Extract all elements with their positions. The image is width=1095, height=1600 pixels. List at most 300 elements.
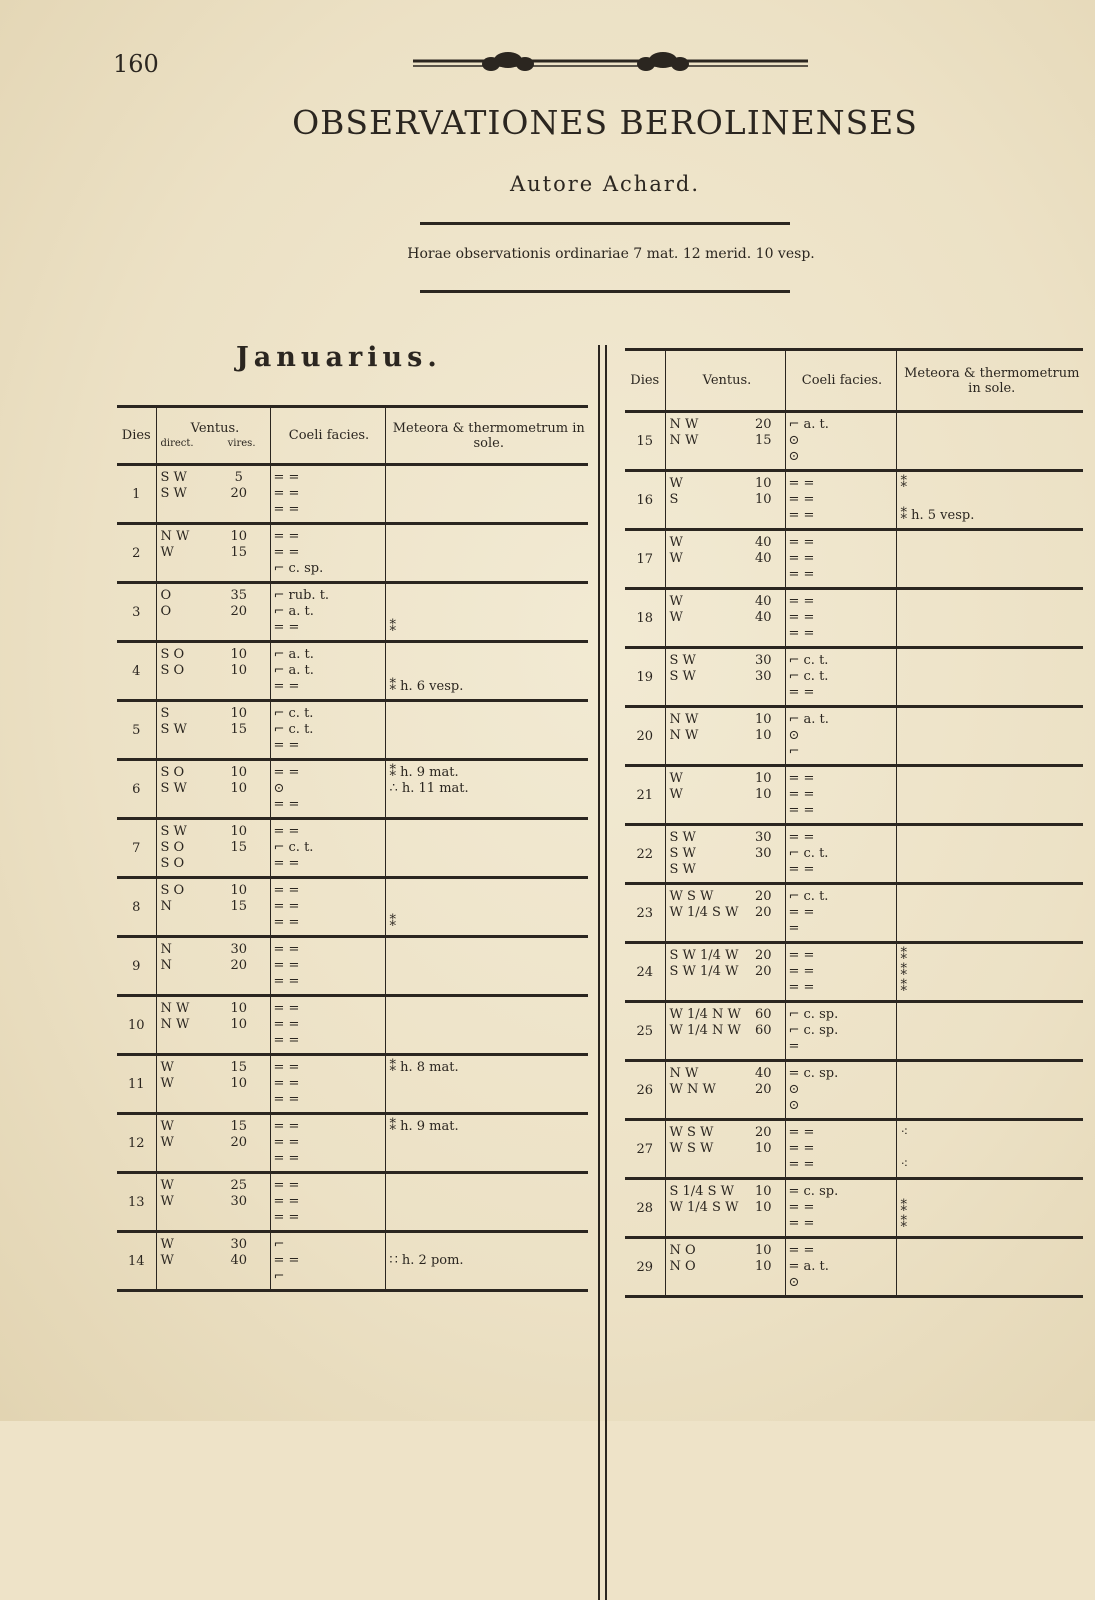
meteora-note	[390, 1017, 589, 1033]
wind-strength	[208, 561, 270, 577]
meteora-note	[901, 728, 1084, 744]
sky-condition: = c. sp.	[788, 1066, 839, 1081]
sky-condition: ⊙	[788, 728, 800, 743]
meteora-note	[390, 706, 589, 722]
wind-direction-cell	[665, 471, 742, 530]
wind-direction: S W	[160, 824, 187, 839]
meteora-note: ⁑ h. 5 vesp.	[900, 508, 975, 523]
wind-direction: N W	[160, 529, 190, 544]
meteora-note	[390, 663, 589, 679]
sky-condition: ⊙	[788, 449, 800, 464]
wind-direction: S O	[160, 840, 185, 855]
wind-direction: S	[669, 492, 679, 507]
sky-condition: ⌐ c. sp.	[788, 1007, 839, 1022]
wind-direction-cell	[665, 412, 742, 471]
sky-condition: = =	[273, 1210, 300, 1225]
meteora-note	[390, 824, 589, 840]
table-row	[625, 1002, 1083, 1061]
meteora-note-cell	[385, 996, 588, 1055]
table-row	[625, 1061, 1083, 1120]
day-number: 10	[127, 1017, 145, 1033]
meteora-note: ⁑	[900, 964, 907, 979]
wind-direction	[670, 803, 743, 819]
meteora-note	[390, 1210, 589, 1226]
wind-direction: N W	[669, 417, 699, 432]
meteora-note	[390, 1269, 589, 1285]
wind-direction: S W	[669, 653, 696, 668]
wind-strength: 10	[754, 492, 772, 507]
meteora-note	[901, 744, 1084, 760]
wind-direction	[161, 974, 209, 990]
meteora-note: ⁑	[389, 915, 396, 930]
meteora-note	[390, 797, 589, 813]
wind-strength	[208, 1151, 270, 1167]
meteora-note	[901, 685, 1084, 701]
wind-strength	[208, 797, 270, 813]
meteora-note	[390, 1151, 589, 1167]
meteora-note-cell	[385, 1173, 588, 1232]
meteora-note-cell	[385, 583, 588, 642]
day-number: 14	[127, 1253, 145, 1269]
wind-strength: 30	[754, 846, 772, 861]
meteora-note: ⁑	[900, 1216, 907, 1231]
wind-strength: 10	[230, 883, 248, 898]
wind-strength: 10	[230, 781, 248, 796]
sky-condition: = =	[788, 862, 815, 877]
wind-direction-cell	[665, 1120, 742, 1179]
wind-strength	[742, 1098, 785, 1114]
day-number: 11	[127, 1076, 145, 1092]
sky-condition-cell	[270, 937, 385, 996]
day-number: 2	[132, 545, 141, 561]
wind-strength	[208, 738, 270, 754]
sky-condition: = =	[788, 1216, 815, 1231]
wind-direction	[161, 797, 209, 813]
wind-strength	[742, 744, 785, 760]
wind-strength: 20	[754, 948, 772, 963]
wind-strength-cell	[742, 530, 785, 589]
sky-condition: = =	[273, 765, 300, 780]
wind-direction: W	[669, 610, 683, 625]
sky-condition: ⌐ c. t.	[273, 722, 314, 737]
sky-condition: = =	[788, 610, 815, 625]
sky-condition: = =	[273, 899, 300, 914]
table-row	[117, 819, 588, 878]
wind-direction: S W 1/4 W	[669, 948, 739, 963]
wind-direction	[670, 567, 743, 583]
meteora-note	[390, 529, 589, 545]
meteora-note	[901, 771, 1084, 787]
wind-direction-cell	[156, 465, 208, 524]
wind-strength: 10	[754, 712, 772, 727]
wind-direction	[670, 980, 743, 996]
day-number: 6	[132, 781, 141, 797]
sky-condition: = =	[788, 771, 815, 786]
wind-strength	[742, 803, 785, 819]
header-ventus	[156, 407, 270, 465]
wind-direction	[161, 620, 209, 636]
sky-condition: = =	[273, 620, 300, 635]
wind-strength: 10	[230, 1017, 248, 1032]
meteora-note: ∴ h. 11 mat.	[389, 781, 469, 796]
wind-direction	[161, 1092, 209, 1108]
wind-strength	[742, 685, 785, 701]
sky-condition: = =	[273, 1076, 300, 1091]
left-observation-table	[117, 405, 588, 1292]
wind-direction: W S W	[669, 1141, 714, 1156]
header-coeli-right: Coeli facies.	[785, 350, 896, 412]
day-number: 22	[636, 846, 654, 862]
table-row	[117, 1114, 588, 1173]
meteora-note: ⁑	[900, 980, 907, 995]
meteora-note	[390, 1092, 589, 1108]
wind-strength: 10	[754, 1200, 772, 1215]
header-coeli: Coeli facies.	[270, 407, 385, 465]
wind-direction: N W	[669, 728, 699, 743]
table-row	[117, 760, 588, 819]
table-row	[625, 1238, 1083, 1297]
day-number: 9	[132, 958, 141, 974]
wind-strength: 10	[754, 787, 772, 802]
header-ventus-label: Ventus.	[190, 420, 240, 436]
wind-direction: S O	[160, 765, 185, 780]
wind-direction: W	[669, 771, 683, 786]
wind-strength: 35	[230, 588, 248, 603]
meteora-note	[901, 535, 1084, 551]
wind-direction-cell	[156, 1173, 208, 1232]
meteora-note	[390, 1237, 589, 1253]
header-meteora-right: Meteora & thermometrum in sole.	[896, 350, 1083, 412]
wind-strength: 15	[230, 722, 248, 737]
wind-strength	[742, 626, 785, 642]
header-vires: vires.	[227, 437, 256, 449]
wind-strength-cell	[208, 760, 270, 819]
wind-strength: 10	[230, 824, 248, 839]
meteora-note	[901, 1259, 1084, 1275]
meteora-note: ⁑	[900, 1200, 907, 1215]
meteora-note	[901, 921, 1084, 937]
meteora-note-cell	[896, 648, 1083, 707]
wind-direction: S O	[160, 647, 185, 662]
wind-strength	[208, 1092, 270, 1108]
wind-direction: W 1/4 N W	[669, 1023, 741, 1038]
wind-direction: S W	[160, 722, 187, 737]
sky-condition: = =	[788, 551, 815, 566]
wind-direction: S O	[160, 663, 185, 678]
meteora-note-cell	[385, 1114, 588, 1173]
wind-strength-cell	[742, 1120, 785, 1179]
meteora-note-cell	[896, 471, 1083, 530]
sky-condition: = =	[273, 883, 300, 898]
wind-strength: 10	[230, 706, 248, 721]
sky-condition: = =	[788, 905, 815, 920]
table-row	[117, 1055, 588, 1114]
meteora-note-cell	[385, 1232, 588, 1291]
wind-direction-cell	[156, 1114, 208, 1173]
wind-strength: 40	[754, 551, 772, 566]
wind-direction	[161, 1033, 209, 1049]
wind-direction: S W 1/4 W	[669, 964, 739, 979]
sky-condition: ⊙	[788, 1275, 800, 1290]
wind-strength: 20	[754, 1125, 772, 1140]
sky-condition: ⌐ c. t.	[788, 889, 829, 904]
wind-direction: W	[669, 594, 683, 609]
wind-direction	[670, 685, 743, 701]
sky-condition: = =	[788, 830, 815, 845]
table-row	[117, 465, 588, 524]
meteora-note	[901, 1039, 1084, 1055]
wind-direction-cell	[665, 530, 742, 589]
page-number: 160	[113, 50, 159, 78]
wind-strength	[742, 980, 785, 996]
wind-direction-cell	[665, 648, 742, 707]
wind-direction: N O	[669, 1243, 696, 1258]
wind-strength	[208, 1033, 270, 1049]
rule-bottom	[420, 290, 790, 293]
meteora-note	[390, 722, 589, 738]
wind-strength-cell	[208, 642, 270, 701]
wind-direction: W S W	[669, 889, 714, 904]
wind-strength-cell	[742, 1179, 785, 1238]
wind-strength: 20	[754, 1082, 772, 1097]
wind-strength: 10	[230, 663, 248, 678]
sky-condition-cell	[270, 1055, 385, 1114]
meteora-note	[390, 958, 589, 974]
meteora-note: ⁑ h. 6 vesp.	[389, 679, 464, 694]
wind-direction	[670, 626, 743, 642]
wind-strength: 20	[230, 604, 248, 619]
meteora-note	[901, 1007, 1084, 1023]
wind-strength: 40	[754, 594, 772, 609]
meteora-note	[901, 433, 1084, 449]
table-row	[625, 943, 1083, 1002]
meteora-note	[901, 1275, 1084, 1291]
table-row	[117, 524, 588, 583]
wind-direction-cell	[156, 819, 208, 878]
meteora-note	[901, 1098, 1084, 1114]
wind-strength	[742, 921, 785, 937]
table-row	[625, 825, 1083, 884]
wind-direction: W 1/4 S W	[669, 1200, 739, 1215]
day-number: 15	[636, 433, 654, 449]
rule-top	[420, 222, 790, 225]
sky-condition: = =	[788, 535, 815, 550]
sky-condition-cell	[785, 1120, 896, 1179]
sky-condition: ⌐	[273, 1269, 285, 1284]
wind-direction: W	[160, 1253, 174, 1268]
wind-strength: 10	[754, 771, 772, 786]
meteora-note	[390, 470, 589, 486]
wind-strength	[742, 1275, 785, 1291]
sky-condition-cell	[785, 648, 896, 707]
wind-direction: W	[669, 535, 683, 550]
wind-strength-cell	[208, 1232, 270, 1291]
sky-condition-cell	[785, 412, 896, 471]
wind-direction: W	[160, 1119, 174, 1134]
day-number: 13	[127, 1194, 145, 1210]
sky-condition: = =	[273, 1119, 300, 1134]
wind-direction: O	[160, 604, 172, 619]
header-dies-right: Dies	[630, 373, 660, 388]
meteora-note	[901, 1023, 1084, 1039]
wind-strength: 20	[754, 905, 772, 920]
meteora-note-cell	[896, 884, 1083, 943]
wind-strength-cell	[208, 996, 270, 1055]
sky-condition: ⊙	[788, 1098, 800, 1113]
sky-condition: = =	[788, 787, 815, 802]
meteora-note	[390, 942, 589, 958]
wind-strength	[208, 620, 270, 636]
meteora-note	[901, 787, 1084, 803]
wind-strength: 15	[230, 1119, 248, 1134]
meteora-note	[390, 899, 589, 915]
wind-direction: N O	[669, 1259, 696, 1274]
wind-direction-cell	[156, 1232, 208, 1291]
sky-condition: ⌐ a. t.	[788, 417, 829, 432]
wind-direction: W	[160, 1194, 174, 1209]
header-direct: direct.	[160, 437, 194, 449]
sky-condition: ⌐ c. t.	[788, 669, 829, 684]
meteora-note	[390, 545, 589, 561]
wind-direction: N W	[669, 712, 699, 727]
sky-condition-cell	[785, 943, 896, 1002]
sky-condition: = =	[788, 594, 815, 609]
wind-direction: S	[160, 706, 170, 721]
meteora-note: ⁑ h. 9 mat.	[389, 765, 459, 780]
wind-direction	[670, 1275, 743, 1291]
wind-direction-cell	[665, 766, 742, 825]
wind-strength: 40	[230, 1253, 248, 1268]
table-row	[117, 583, 588, 642]
sky-condition: ⌐ c. t.	[273, 706, 314, 721]
wind-strength	[742, 1157, 785, 1173]
sky-condition: = =	[788, 964, 815, 979]
meteora-note	[390, 840, 589, 856]
wind-strength: 40	[754, 535, 772, 550]
wind-strength: 40	[754, 610, 772, 625]
meteora-note-cell	[896, 766, 1083, 825]
meteora-note-cell	[896, 1238, 1083, 1297]
table-row	[117, 701, 588, 760]
meteora-note	[390, 1076, 589, 1092]
wind-strength: 25	[230, 1178, 248, 1193]
meteora-note	[901, 653, 1084, 669]
meteora-note	[901, 1066, 1084, 1082]
wind-strength	[208, 1210, 270, 1226]
wind-direction: N	[160, 958, 172, 973]
header-dies: Dies	[121, 428, 151, 443]
table-row	[625, 707, 1083, 766]
meteora-note	[901, 1141, 1084, 1157]
table-row	[117, 996, 588, 1055]
wind-strength-cell	[208, 819, 270, 878]
day-number: 18	[636, 610, 654, 626]
sky-condition: ⊙	[788, 433, 800, 448]
meteora-note-cell	[896, 825, 1083, 884]
sky-condition: = c. sp.	[788, 1184, 839, 1199]
day-number: 23	[636, 905, 654, 921]
sky-condition-cell	[785, 825, 896, 884]
wind-direction: S W	[669, 830, 696, 845]
wind-strength: 15	[230, 545, 248, 560]
sky-condition: = =	[788, 1157, 815, 1172]
sky-condition-cell	[785, 471, 896, 530]
sky-condition: = a. t.	[788, 1259, 829, 1274]
wind-direction-cell	[665, 884, 742, 943]
sky-condition: =	[788, 921, 800, 936]
wind-strength: 15	[230, 899, 248, 914]
wind-direction: W	[160, 1135, 174, 1150]
wind-strength: 10	[754, 1184, 772, 1199]
wind-strength-cell	[742, 412, 785, 471]
sky-condition: = =	[273, 915, 300, 930]
wind-strength-cell	[742, 825, 785, 884]
wind-strength	[208, 1269, 270, 1285]
meteora-note	[901, 889, 1084, 905]
wind-direction: S W	[669, 669, 696, 684]
wind-direction	[161, 915, 209, 931]
wind-direction	[670, 508, 743, 524]
wind-strength: 15	[230, 840, 248, 855]
meteora-note-cell	[896, 412, 1083, 471]
wind-strength: 10	[754, 1243, 772, 1258]
meteora-note	[901, 567, 1084, 583]
sky-condition-cell	[270, 1173, 385, 1232]
sky-condition: = =	[788, 1125, 815, 1140]
wind-strength-cell	[208, 1114, 270, 1173]
wind-strength: 15	[230, 1060, 248, 1075]
sky-condition-cell	[270, 1232, 385, 1291]
wind-strength: 30	[230, 1237, 248, 1252]
wind-direction-cell	[665, 1002, 742, 1061]
wind-direction	[670, 1098, 743, 1114]
wind-strength-cell	[742, 471, 785, 530]
wind-direction: S W	[669, 846, 696, 861]
wind-direction: W	[160, 1060, 174, 1075]
wind-direction: W	[669, 787, 683, 802]
wind-strength: 10	[754, 728, 772, 743]
wind-strength	[742, 1039, 785, 1055]
sky-condition: ⌐ c. t.	[788, 653, 829, 668]
sky-condition: = =	[788, 948, 815, 963]
wind-direction: W	[160, 545, 174, 560]
meteora-note: ∷ h. 2 pom.	[389, 1253, 464, 1268]
sky-condition: ⌐ a. t.	[273, 663, 314, 678]
meteora-note	[901, 1243, 1084, 1259]
wind-strength: 5	[234, 470, 243, 485]
wind-direction: N W	[669, 1066, 699, 1081]
table-row	[625, 648, 1083, 707]
table-row	[117, 878, 588, 937]
wind-strength-cell	[742, 766, 785, 825]
wind-direction-cell	[156, 937, 208, 996]
meteora-note-cell	[896, 1120, 1083, 1179]
column-divider	[598, 345, 607, 1600]
wind-direction: S W	[160, 486, 187, 501]
meteora-note	[390, 974, 589, 990]
table-row	[625, 589, 1083, 648]
meteora-note: ⁖	[900, 1157, 909, 1172]
wind-strength	[742, 862, 785, 878]
wind-direction-cell	[156, 996, 208, 1055]
wind-strength: 20	[230, 486, 248, 501]
sky-condition: = =	[273, 1151, 300, 1166]
sky-condition: ⌐ c. sp.	[273, 561, 324, 576]
wind-direction: N	[160, 942, 172, 957]
wind-direction: N W	[669, 433, 699, 448]
meteora-note	[390, 502, 589, 518]
wind-direction	[670, 921, 743, 937]
